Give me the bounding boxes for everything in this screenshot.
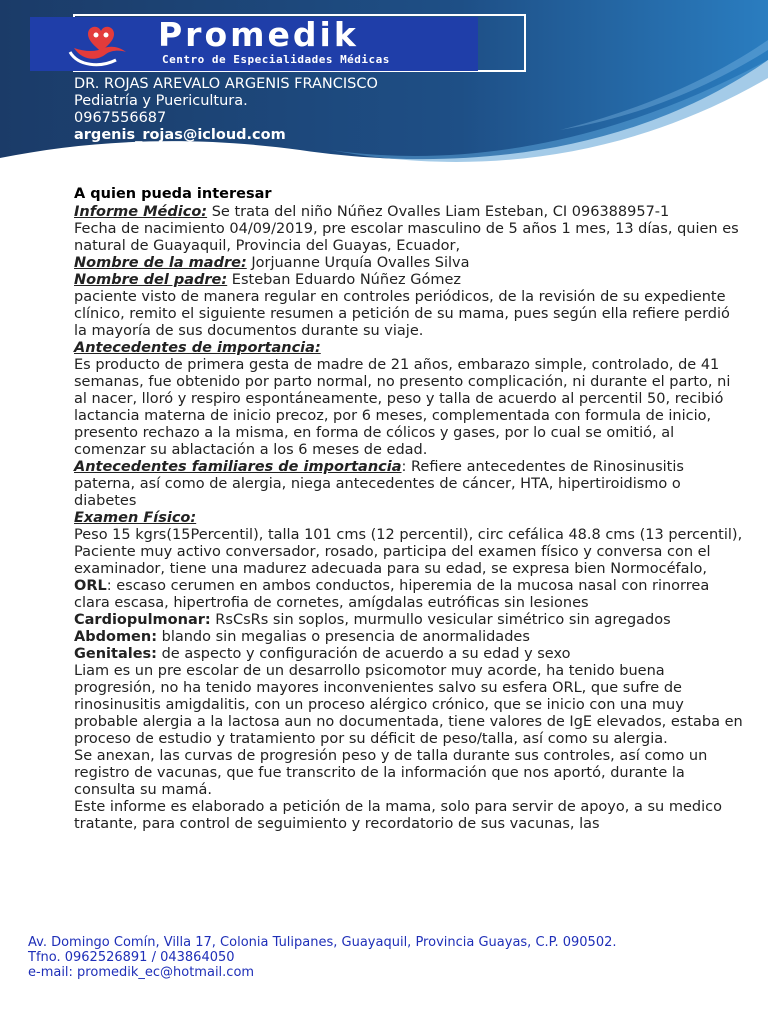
intro-paragraph: paciente visto de manera regular en controles periódicos, de la revisión de su expediente clínico, remito el siguiente resumen a petición de su mama, pues según ella refiere perdió la mayoría de sus documentos durante su viaje. [74, 289, 730, 339]
familiares-text: : Refiere antecedentes de Rinosinusitis paterna, así como de alergia, niega antecedentes de cáncer, HTA, hipertiroidismo o diabetes [74, 459, 684, 509]
paciente-paragraph: Paciente muy activo conversador, rosado, participa del examen físico y conversa con el examinador, tiene una madurez adecuada para su edad, se expresa bien Normocéfalo, [74, 544, 711, 577]
antecedentes-paragraph: Es producto de primera gesta de madre de 21 años, embarazo simple, controlado, de 41 semanas, fue obtenido por parto normal, no presento complicación, ni durante el parto, ni al nacer, lloró y respiro espontáneamente, peso y talla de acuerdo al percentil 50, recibió lactancia materna de inicio precoz, por 6 meses, complementada con formula de inicio, presento rechazo a la misma, en forma de cólicos y gases, por lo cual se omitió, al comenzar su ablactación a los 6 meses de edad. [74, 357, 731, 458]
cardio-text: RsCsRs sin soplos, murmullo vesicular simétrico sin agregados [210, 612, 671, 628]
salutation: A quien pueda interesar [74, 186, 272, 202]
abdomen-heading: Abdomen: [74, 629, 158, 645]
abdomen-text: blando sin megalias o presencia de anormalidades [157, 629, 530, 645]
peso-paragraph: Peso 15 kgrs(15Percentil), talla 101 cms (12 percentil), circ cefálica 48.8 cms (13 percentil), [74, 527, 743, 543]
familiares-heading: Antecedentes familiares de importancia [74, 459, 402, 475]
doctor-name: DR. ROJAS AREVALO ARGENIS FRANCISCO [74, 76, 378, 92]
doctor-info [74, 76, 378, 144]
logo-subtitle: Centro de Especialidades Médicas [162, 53, 390, 66]
madre-heading: Nombre de la madre: [74, 255, 247, 271]
padre-text: Esteban Eduardo Núñez Gómez [227, 272, 461, 288]
hands-heart-icon [66, 20, 136, 68]
doctor-phone: 0967556687 [74, 110, 167, 126]
antecedentes-heading: Antecedentes de importancia: [74, 340, 321, 356]
footer-address: Av. Domingo Comín, Villa 17, Colonia Tulipanes, Guayaquil, Provincia Guayas, C.P. 090502. [28, 935, 617, 950]
madre-text: Jorjuanne Urquía Ovalles Silva [246, 255, 470, 271]
letterhead [0, 0, 768, 175]
padre-paragraph [74, 272, 746, 289]
doctor-specialty: Pediatría y Puericultura. [74, 93, 248, 109]
final-paragraph: Este informe es elaborado a petición de la mama, solo para servir de apoyo, a su medico tratante, para control de seguimiento y recordatorio de sus vacunas, las [74, 799, 722, 832]
doctor-email: argenis_rojas@icloud.com [74, 127, 286, 143]
abdomen-paragraph [74, 629, 746, 646]
informe-text: Se trata del niño Núñez Ovalles Liam Esteban, CI 096388957-1 [207, 204, 670, 220]
logo [30, 17, 478, 71]
informe-heading: Informe Médico: [74, 204, 208, 220]
madre-paragraph [74, 255, 746, 272]
birth-paragraph: Fecha de nacimiento 04/09/2019, pre escolar masculino de 5 años 1 mes, 13 días, quien es natural de Guayaquil, Provincia del Guayas, Ecuador, [74, 221, 739, 254]
genitales-heading: Genitales: [74, 646, 157, 662]
cardio-heading: Cardiopulmonar: [74, 612, 211, 628]
footer [28, 935, 617, 980]
liam-paragraph: Liam es un pre escolar de un desarrollo psicomotor muy acorde, ha tenido buena progresión, no ha tenido mayores inconvenientes salvo su esfera ORL, que sufre de rinosinusitis amigdalitis, con un proceso alérgico crónico, que se inicio con una muy probable alergia a la lactosa aun no documentada, tiene valores de IgE elevados, estaba en proceso de estudio y tratamiento por su déficit de peso/talla, así como su alergia. [74, 663, 743, 747]
orl-paragraph [74, 578, 746, 612]
footer-email: e-mail: promedik_ec@hotmail.com [28, 965, 255, 980]
familiares-paragraph [74, 459, 746, 510]
orl-text: : escaso cerumen en ambos conductos, hiperemia de la mucosa nasal con rinorrea clara escasa, hipertrofia de cornetes, amígdalas eutróficas sin lesiones [74, 578, 710, 611]
anexan-paragraph: Se anexan, las curvas de progresión peso y de talla durante sus controles, así como un registro de vacunas, que fue transcrito de la información que nos aportó, durante la consulta su mamá. [74, 748, 708, 798]
padre-heading: Nombre del padre: [74, 272, 228, 288]
orl-heading: ORL [74, 578, 107, 594]
informe-paragraph [74, 204, 746, 221]
genitales-text: de aspecto y configuración de acuerdo a su edad y sexo [156, 646, 571, 662]
genitales-paragraph [74, 646, 746, 663]
letter-body [74, 186, 746, 833]
logo-name: Promedik [158, 15, 359, 54]
footer-phones: Tfno. 0962526891 / 043864050 [28, 950, 235, 965]
examen-heading: Examen Físico: [74, 510, 197, 526]
cardio-paragraph [74, 612, 746, 629]
